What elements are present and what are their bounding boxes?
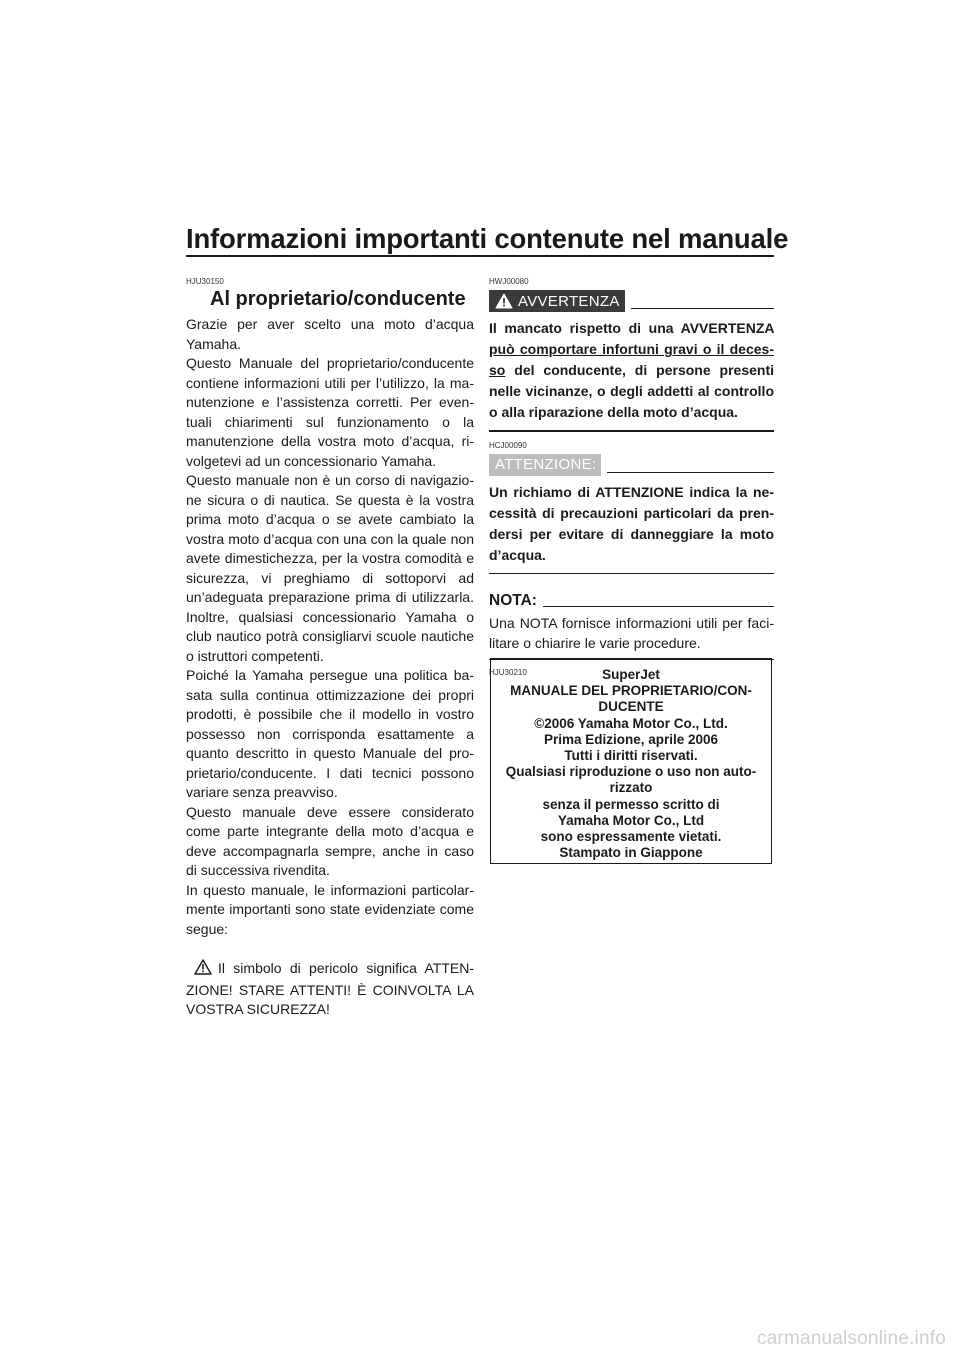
warning-label-row	[489, 290, 774, 312]
warning-badge	[489, 290, 625, 312]
caution-bottom-rule	[489, 573, 774, 575]
warning-triangle-icon	[495, 293, 513, 309]
left-column	[186, 277, 474, 1020]
note-label: NOTA:	[489, 592, 537, 609]
page-title: Informazioni importanti contenute nel manuale	[186, 223, 789, 254]
caution-badge: ATTENZIONE:	[489, 454, 601, 476]
copyright-line: senza il permesso scritto di	[542, 796, 720, 812]
paragraph-hazard-symbol	[186, 959, 474, 1020]
hazard-symbol-text: Il simbolo di pericolo significa ATTEN-ZIONE! STARE ATTENTI! È COINVOLTA LA VOSTRA SICUREZZA!	[186, 960, 474, 1017]
copyright-box	[490, 658, 772, 864]
warning-text-start: Il mancato rispetto di una AVVERTENZA	[489, 320, 774, 336]
copyright-line: Tutti i diritti riservati.	[564, 748, 698, 764]
paragraph-manual-info: Questo Manuale del proprietario/conducente contiene informazioni utili per l’utilizzo, la ma-nutenzione e l’assistenza corretti. Per even-tuali chiarimenti sul funzionamento o la manutenzione della vostra moto d’acqua, ri-volgetevi ad un concessionario Yamaha.	[186, 355, 474, 469]
copyright-line: sono espressamente vietati.	[540, 829, 722, 845]
paragraph-highlighted-info: In questo manuale, le informazioni particolar-mente importanti sono state evidenziate come segue:	[186, 881, 474, 937]
copyright-line: Qualsiasi riproduzione o uso non auto-	[505, 764, 757, 780]
section-heading: Al proprietario/conducente	[210, 288, 466, 310]
copyright-line: SuperJet	[602, 667, 660, 682]
note-text: Una NOTA fornisce informazioni utili per faci-litare o chiarire le varie procedure.	[489, 615, 774, 651]
right-column	[489, 277, 774, 678]
warning-text-end: del conducente, di persone presenti nelle vicinanze, o degli addetti al controllo o alla riparazione della moto d’acqua.	[489, 362, 774, 420]
paragraph-product-policy: Poiché la Yamaha persegue una politica ba-sata sulla continua ottimizzazione dei propri prodotti, è possibile che il modello in vostro possesso non corrisponda esattamente a quanto descritto in questo Manuale del pro-prietario/conducente. I dati tecnici possono variare senza preavviso.	[186, 667, 474, 800]
paragraph-not-a-course: Questo manuale non è un corso di navigazio-ne sicura o di nautica. Se questa è la vostra prima moto d’acqua o se avete cambiato la vostra moto d’acqua con una con la quale non avete dimestichezza, per la vostra comodità e sicurezza, vi preghiamo di sottoporvi ad un’adeguata preparazione prima di utilizzarla. Inoltre, qualsiasi concessionario Yamaha o club nautico potrà consigliarvi scuole nautiche o istruttori competenti.	[186, 472, 474, 664]
caution-label-row	[489, 454, 774, 476]
paragraph-integral-part: Questo manuale deve essere considerato come parte integrante della moto d’acqua e deve accompagnarla sempre, anche in caso di successiva rivendita.	[186, 803, 474, 878]
section-code: HJU30150	[186, 277, 224, 286]
warning-label-line	[631, 307, 774, 309]
caution-text: Un richiamo di ATTENZIONE indica la ne-cessità di precauzioni particolari da pren-dersi per evitare di danneggiare la moto d’acqua.	[489, 483, 774, 563]
warning-bottom-rule	[489, 430, 774, 432]
note-label-line	[543, 605, 774, 607]
copyright-line: Stampato in Giappone	[559, 845, 703, 861]
warning-text	[489, 318, 774, 423]
caution-label-line	[607, 471, 774, 473]
note-label-row	[489, 592, 774, 610]
copyright-line: Yamaha Motor Co., Ltd	[557, 812, 705, 828]
warning-label: AVVERTENZA	[518, 292, 620, 310]
warning-code: HWJ00080	[489, 277, 529, 286]
watermark: carmanualsonline.info	[756, 1328, 946, 1349]
copyright-code: HJU30210	[489, 668, 527, 677]
paragraph-thanks: Grazie per aver scelto una moto d’acqua Yamaha.	[186, 316, 474, 352]
title-divider	[186, 255, 774, 257]
copyright-line: MANUALE DEL PROPRIETARIO/CON-	[510, 683, 752, 699]
copyright-line: rizzato	[609, 780, 653, 796]
warning-text-underlined: può comportare infortuni gravi o il deces-so	[489, 341, 774, 378]
hazard-triangle-icon	[194, 959, 212, 981]
caution-code: HCJ00090	[489, 440, 527, 450]
copyright-line: Prima Edizione, aprile 2006	[543, 731, 719, 747]
copyright-line: ©2006 Yamaha Motor Co., Ltd.	[534, 715, 728, 731]
copyright-line: DUCENTE	[598, 699, 664, 715]
